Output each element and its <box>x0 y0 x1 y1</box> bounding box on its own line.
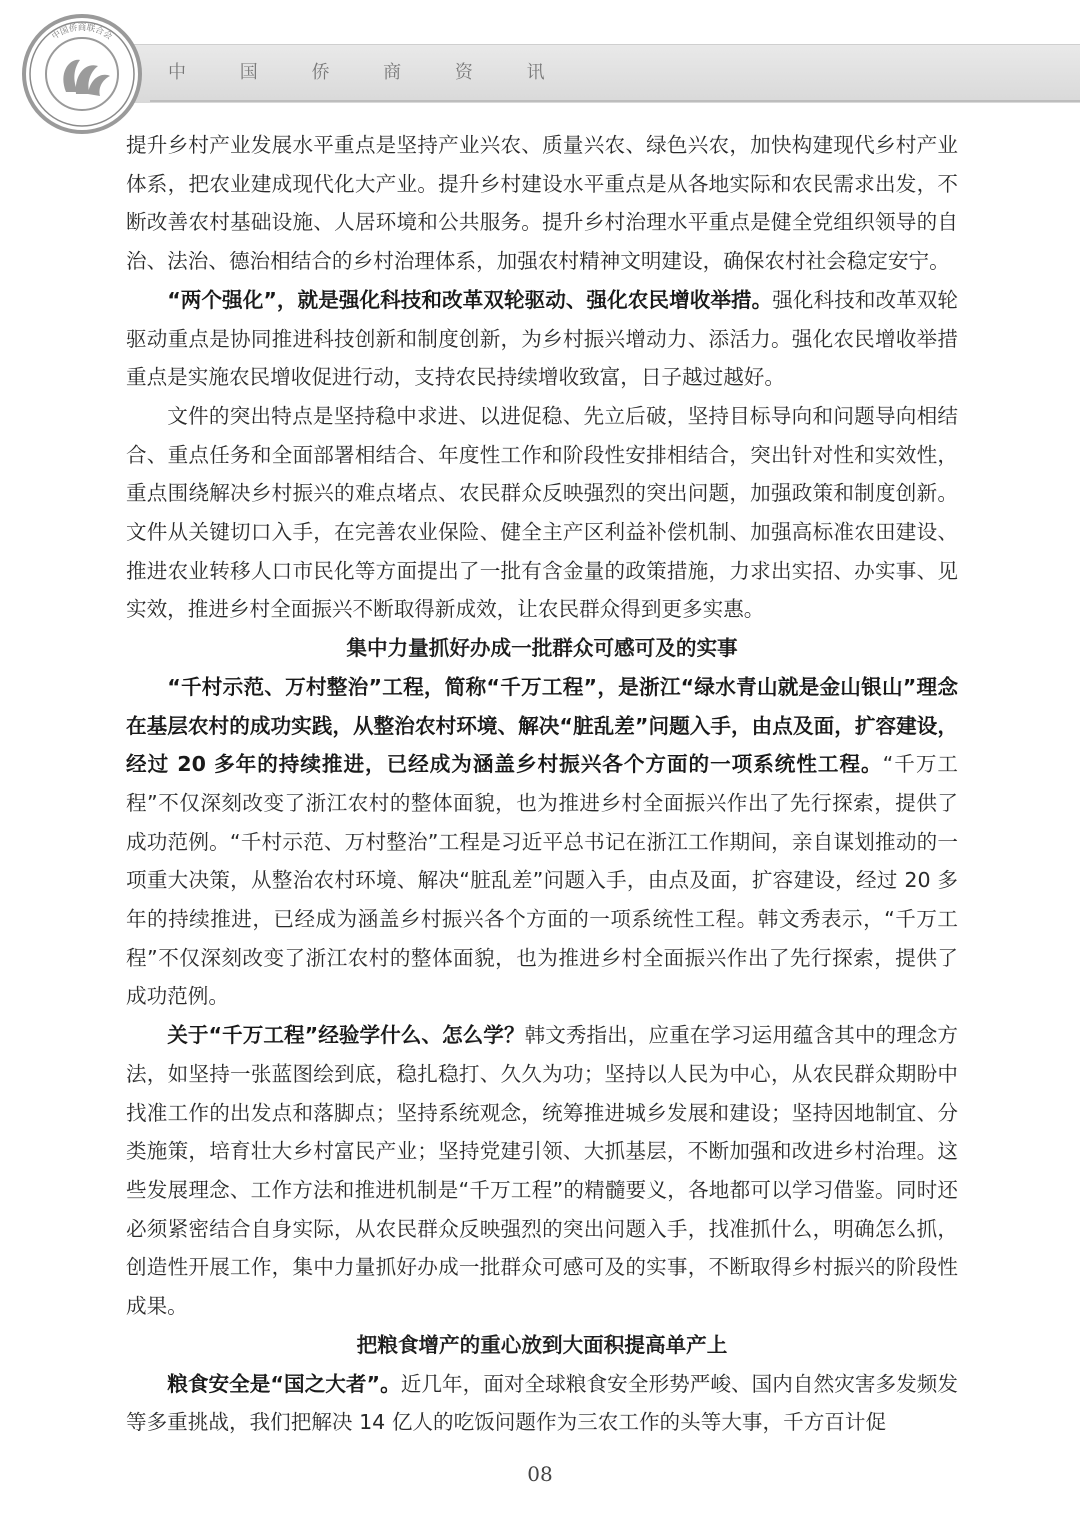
association-logo <box>18 8 146 136</box>
article-body <box>126 126 958 1442</box>
paragraph-6-lead: 粮食安全是“国之大者”。 <box>167 1371 401 1396</box>
paragraph-1: 提升乡村产业发展水平重点是坚持产业兴农、质量兴农、绿色兴农，加快构建现代乡村产业体系，把农业建成现代化大产业。提升乡村建设水平重点是从各地实际和农民需求出发，不断改善农村基础设施、人居环境和公共服务。提升乡村治理水平重点是健全党组织领导的自治、法治、德治相结合的乡村治理体系，加强农村精神文明建设，确保农村社会稳定安宁。 <box>126 133 958 274</box>
page-number: 08 <box>527 1462 553 1486</box>
paragraph-5 <box>126 1016 958 1326</box>
paragraph-4-lead: “千村示范、万村整治”工程，简称“千万工程”，是浙江“绿水青山就是金山银山”理念在基层农村的成功实践，从整治农村环境、解决“脏乱差”问题入手，由点及面，扩容建设，经过 20 多年的持续推进，已经成为涵盖乡村振兴各个方面的一项系统性工程。 <box>126 674 958 777</box>
paragraph-3: 文件的突出特点是坚持稳中求进、以进促稳、先立后破，坚持目标导向和问题导向相结合、重点任务和全面部署相结合、年度性工作和阶段性安排相结合，突出针对性和实效性，重点围绕解决乡村振兴的难点堵点、农民群众反映强烈的突出问题，加强政策和制度创新。文件从关键切口入手，在完善农业保险、健全主产区利益补偿机制、加强高标准农田建设、推进农业转移人口市民化等方面提出了一批有含金量的政策措施，力求出实招、办实事、见实效，推进乡村全面振兴不断取得新成效，让农民群众得到更多实惠。 <box>126 403 958 622</box>
header-divider <box>150 100 1080 102</box>
paragraph-5-lead: 关于“千万工程”经验学什么、怎么学？ <box>167 1023 525 1048</box>
paragraph-4 <box>126 668 958 1016</box>
paragraph-2 <box>126 281 958 397</box>
section-heading-2: 把粮食增产的重心放到大面积提高单产上 <box>356 1332 728 1357</box>
logo-text: 中国侨商联合会 <box>50 23 114 43</box>
paragraph-6 <box>126 1365 958 1442</box>
section-heading-1: 集中力量抓好办成一批群众可感可及的实事 <box>346 636 738 661</box>
paragraph-5-text: 韩文秀指出，应重在学习运用蕴含其中的理念方法，如坚持一张蓝图绘到底，稳扎稳打、久久为功；坚持以人民为中心，从农民群众期盼中找准工作的出发点和落脚点；坚持系统观念，统筹推进城乡发展和建设；坚持因地制宜、分类施策，培育壮大乡村富民产业；坚持党建引领、大抓基层，不断加强和改进乡村治理。这些发展理念、工作方法和推进机制是“千万工程”的精髓要义，各地都可以学习借鉴。同时还必须紧密结合自身实际，从农民群众反映强烈的突出问题入手，找准抓什么，明确怎么抓，创造性开展工作，集中力量抓好办成一批群众可感可及的实事，不断取得乡村振兴的阶段性成果。 <box>126 1023 958 1319</box>
paragraph-6-text: 近几年，面对全球粮食安全形势严峻、国内自然灾害多发频发等多重挑战，我们把解决 14 亿人的吃饭问题作为三农工作的头等大事，千方百计促 <box>126 1371 959 1435</box>
publication-title: 中 国 侨 商 资 讯 <box>168 62 569 83</box>
paragraph-2-text: 强化科技和改革双轮驱动重点是协同推进科技创新和制度创新，为乡村振兴增动力、添活力。强化农民增收举措重点是实施农民增收促进行动，支持农民持续增收致富，日子越过越好。 <box>126 287 958 390</box>
paragraph-4-text: “千万工程”不仅深刻改变了浙江农村的整体面貌，也为推进乡村全面振兴作出了先行探索，提供了成功范例。“千村示范、万村整治”工程是习近平总书记在浙江工作期间，亲自谋划推动的一项重大决策，从整治农村环境、解决“脏乱差”问题入手，由点及面，扩容建设，经过 20 多年的持续推进，已经成为涵盖乡村振兴各个方面的一项系统性工程。韩文秀表示，“千万工程”不仅深刻改变了浙江农村的整体面貌，也为推进乡村全面振兴作出了先行探索，提供了成功范例。 <box>126 752 958 1009</box>
paragraph-2-lead: “两个强化”，就是强化科技和改革双轮驱动、强化农民增收举措。 <box>167 287 773 312</box>
